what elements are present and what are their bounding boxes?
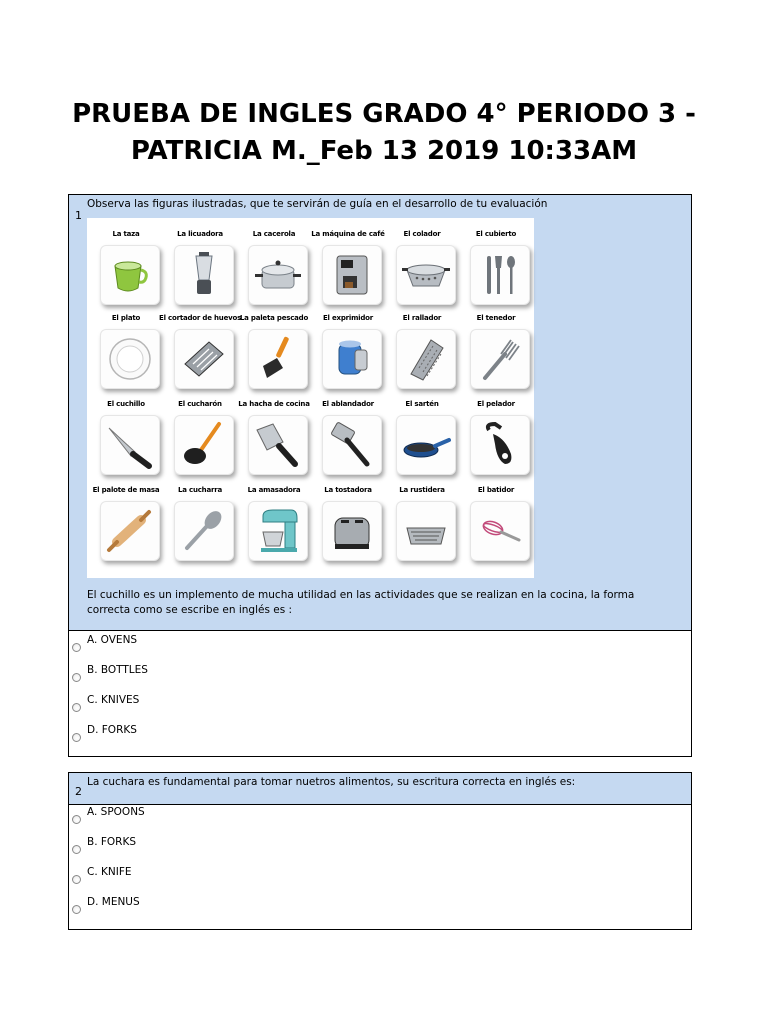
page-title: [40, 96, 728, 170]
question-1-prompt: El cuchillo es un implemento de mucha utilidad en las actividades que se realizan en la cocina, la forma correcta como se escribe en inglés es :: [87, 589, 635, 616]
grater-icon: [401, 334, 451, 384]
utensil-label: El batidor: [477, 486, 515, 494]
option-2a[interactable]: [69, 805, 691, 835]
utensil-label: La máquina de café: [311, 230, 385, 238]
utensil-label: La hacha de cocina: [238, 400, 310, 408]
utensil-egg-slicer: [159, 314, 242, 398]
question-2-header: [69, 773, 691, 805]
option-label: C. KNIFE: [87, 866, 132, 878]
radio-button[interactable]: [72, 673, 81, 682]
egg-slicer-icon: [179, 334, 229, 384]
stand-mixer-icon: [253, 506, 303, 556]
option-label: A. OVENS: [87, 634, 138, 646]
utensil-cutlery: [461, 230, 531, 314]
utensil-roasting-pan: [387, 486, 457, 570]
question-2-prompt: La cuchara es fundamental para tomar nuetros alimentos, su escritura correcta en inglés es:: [87, 776, 576, 788]
utensil-meat-tenderizer: [313, 400, 383, 484]
option-label: B. FORKS: [87, 836, 137, 848]
radio-button[interactable]: [72, 703, 81, 712]
utensil-label: El sartén: [405, 400, 439, 408]
utensil-colander: [387, 230, 457, 314]
peeler-icon: [475, 420, 525, 470]
option-label: D. MENUS: [87, 896, 140, 908]
utensil-label: El cuchillo: [107, 400, 145, 408]
utensil-label: El pelador: [477, 400, 515, 408]
utensil-pot: [239, 230, 309, 314]
radio-button[interactable]: [72, 905, 81, 914]
utensil-spoon: [165, 486, 235, 570]
fork-icon: [475, 334, 525, 384]
option-2b[interactable]: [69, 835, 691, 865]
utensil-stand-mixer: [239, 486, 309, 570]
utensil-peeler: [461, 400, 531, 484]
utensil-rolling-pin: [91, 486, 161, 570]
spatula-icon: [253, 334, 303, 384]
ladle-icon: [179, 420, 229, 470]
title-line-2: PATRICIA M._Feb 13 2019 10:33AM: [130, 136, 638, 166]
utensil-juicer: [313, 314, 383, 398]
utensil-label: El plato: [111, 314, 141, 322]
plate-icon: [105, 334, 155, 384]
utensil-blender: [165, 230, 235, 314]
option-1b[interactable]: [69, 661, 691, 691]
option-label: A. SPOONS: [87, 806, 145, 818]
utensil-ladle: [165, 400, 235, 484]
utensil-label: El colador: [403, 230, 441, 238]
utensil-cup: [91, 230, 161, 314]
utensil-label: El exprimidor: [322, 314, 374, 322]
utensil-label: La taza: [112, 230, 140, 238]
utensil-label: El palote de masa: [92, 486, 160, 494]
option-1a[interactable]: [69, 631, 691, 661]
utensil-coffee-machine: [313, 230, 383, 314]
blender-icon: [179, 250, 229, 300]
cleaver-icon: [253, 420, 303, 470]
utensil-label: El tenedor: [476, 314, 516, 322]
radio-button[interactable]: [72, 845, 81, 854]
utensil-toaster: [313, 486, 383, 570]
question-1-options: [69, 631, 691, 758]
frying-pan-icon: [401, 420, 451, 470]
question-2: [68, 772, 692, 930]
rolling-pin-icon: [105, 506, 155, 556]
utensil-plate: [91, 314, 161, 398]
spoon-icon: [179, 506, 229, 556]
cutlery-icon: [475, 250, 525, 300]
knife-icon: [105, 420, 155, 470]
coffee-machine-icon: [327, 250, 377, 300]
utensil-label: La tostadora: [324, 486, 372, 494]
utensil-whisk: [461, 486, 531, 570]
toaster-icon: [327, 506, 377, 556]
option-2d[interactable]: [69, 895, 691, 925]
utensil-label: La cucharra: [177, 486, 223, 494]
question-1-intro: Observa las figuras ilustradas, que te servirán de guía en el desarrollo de tu evaluación: [87, 198, 548, 210]
utensil-label: El ablandador: [322, 400, 374, 408]
question-2-options: [69, 805, 691, 930]
cup-icon: [105, 250, 155, 300]
colander-icon: [401, 250, 451, 300]
utensil-label: El cubierto: [475, 230, 517, 238]
roasting-pan-icon: [401, 506, 451, 556]
option-label: C. KNIVES: [87, 694, 140, 706]
radio-button[interactable]: [72, 815, 81, 824]
juicer-icon: [327, 334, 377, 384]
whisk-icon: [475, 506, 525, 556]
option-1d[interactable]: [69, 721, 691, 751]
utensil-cleaver: [239, 400, 309, 484]
utensil-knife: [91, 400, 161, 484]
utensil-fish-spatula: [239, 314, 309, 398]
utensil-label: La licuadora: [177, 230, 223, 238]
radio-button[interactable]: [72, 643, 81, 652]
utensil-label: La cacerola: [252, 230, 296, 238]
utensil-fork: [461, 314, 531, 398]
option-label: B. BOTTLES: [87, 664, 148, 676]
option-label: D. FORKS: [87, 724, 137, 736]
utensil-label: El cortador de huevos: [159, 314, 242, 322]
question-1-number: 1: [75, 209, 82, 222]
option-2c[interactable]: [69, 865, 691, 895]
question-2-number: 2: [75, 785, 82, 798]
utensil-label: La amasadora: [247, 486, 301, 494]
utensil-grater: [387, 314, 457, 398]
utensil-label: La paleta pescado: [239, 314, 309, 322]
utensil-frying-pan: [387, 400, 457, 484]
utensil-label: La rustidera: [399, 486, 445, 494]
kitchen-utensils-image: [87, 218, 534, 578]
option-1c[interactable]: [69, 691, 691, 721]
title-line-1: PRUEBA DE INGLES GRADO 4° PERIODO 3 -: [72, 99, 696, 129]
radio-button[interactable]: [72, 733, 81, 742]
pot-icon: [253, 250, 303, 300]
radio-button[interactable]: [72, 875, 81, 884]
meat-tenderizer-icon: [327, 420, 377, 470]
utensil-label: El rallador: [402, 314, 442, 322]
utensil-label: El cucharón: [178, 400, 222, 408]
